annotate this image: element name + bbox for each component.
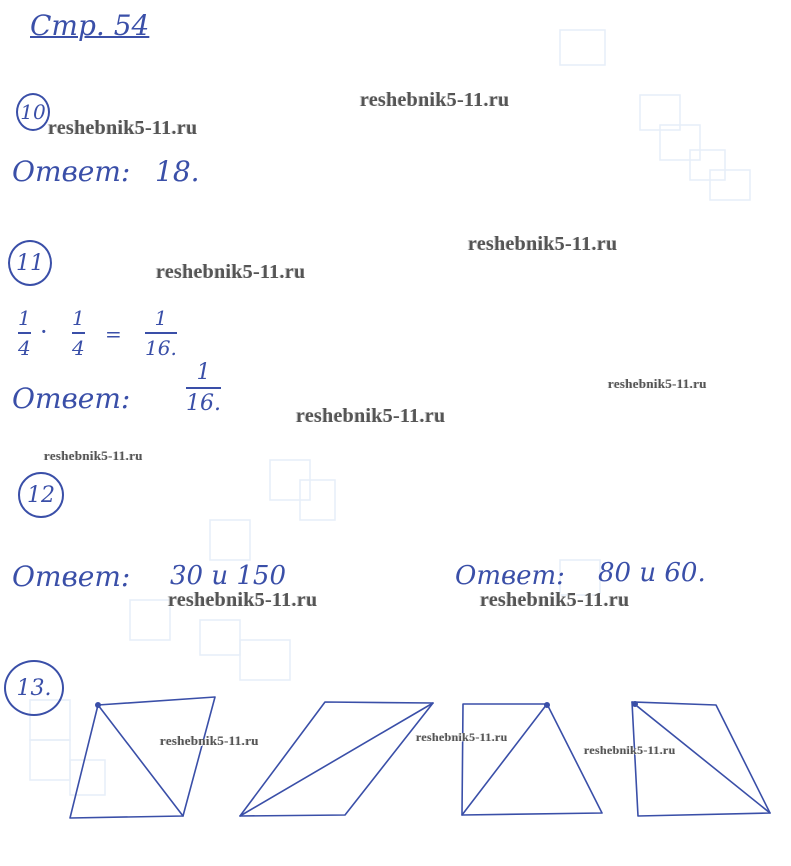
multiply-dot: · (40, 318, 48, 346)
task-12-answer-1-label: Ответ: (12, 560, 131, 593)
quadrilateral-1 (70, 697, 215, 818)
fraction-numerator: 1 (18, 306, 31, 330)
watermark: reshebnik5-11.ru (608, 376, 707, 391)
watermark: reshebnik5-11.ru (360, 89, 510, 111)
fraction-numerator: 1 (154, 306, 168, 330)
watermark: reshebnik5-11.ru (44, 448, 143, 463)
watermark: reshebnik5-11.ru (156, 261, 306, 283)
fraction-denominator: 16. (145, 336, 177, 360)
watermark: reshebnik5-11.ru (584, 743, 676, 757)
watermark: reshebnik5-11.ru (296, 405, 446, 427)
task-12-answer-2-value: 80 и 60. (598, 558, 706, 588)
task-10-answer-value: 18. (155, 155, 200, 188)
trapezoid-3-diagonal (462, 704, 547, 815)
task-10-answer-label: Ответ: (12, 155, 131, 188)
task-10-number: 10 (16, 93, 50, 131)
fraction-numerator: 1 (196, 360, 211, 385)
fraction-denominator: 4 (18, 336, 31, 360)
watermark: reshebnik5-11.ru (416, 730, 508, 744)
watermark: reshebnik5-11.ru (468, 233, 618, 255)
task-11-answer-label: Ответ: (12, 382, 131, 415)
task-11-number: 11 (8, 240, 52, 286)
watermark: reshebnik5-11.ru (480, 589, 630, 611)
task-13-number: 13. (4, 660, 64, 716)
watermark: reshebnik5-11.ru (168, 589, 318, 611)
fraction-numerator: 1 (72, 306, 85, 330)
watermark: reshebnik5-11.ru (48, 117, 198, 139)
task-12-answer-2-label: Ответ: (455, 561, 565, 591)
fraction-denominator: 4 (72, 336, 85, 360)
equals-sign: = (105, 322, 122, 346)
task-12-number: 12 (18, 472, 64, 518)
task-12-answer-1-value: 30 и 150 (170, 561, 286, 591)
watermark: reshebnik5-11.ru (160, 733, 259, 748)
trapezoid-3 (462, 704, 602, 815)
page-label: Стр. 54 (30, 9, 150, 42)
parallelogram-2-diagonal (240, 703, 433, 816)
quadrilateral-1-diagonal (98, 705, 183, 816)
trapezoid-4-diagonal (632, 702, 770, 813)
fraction-denominator: 16. (186, 391, 221, 416)
